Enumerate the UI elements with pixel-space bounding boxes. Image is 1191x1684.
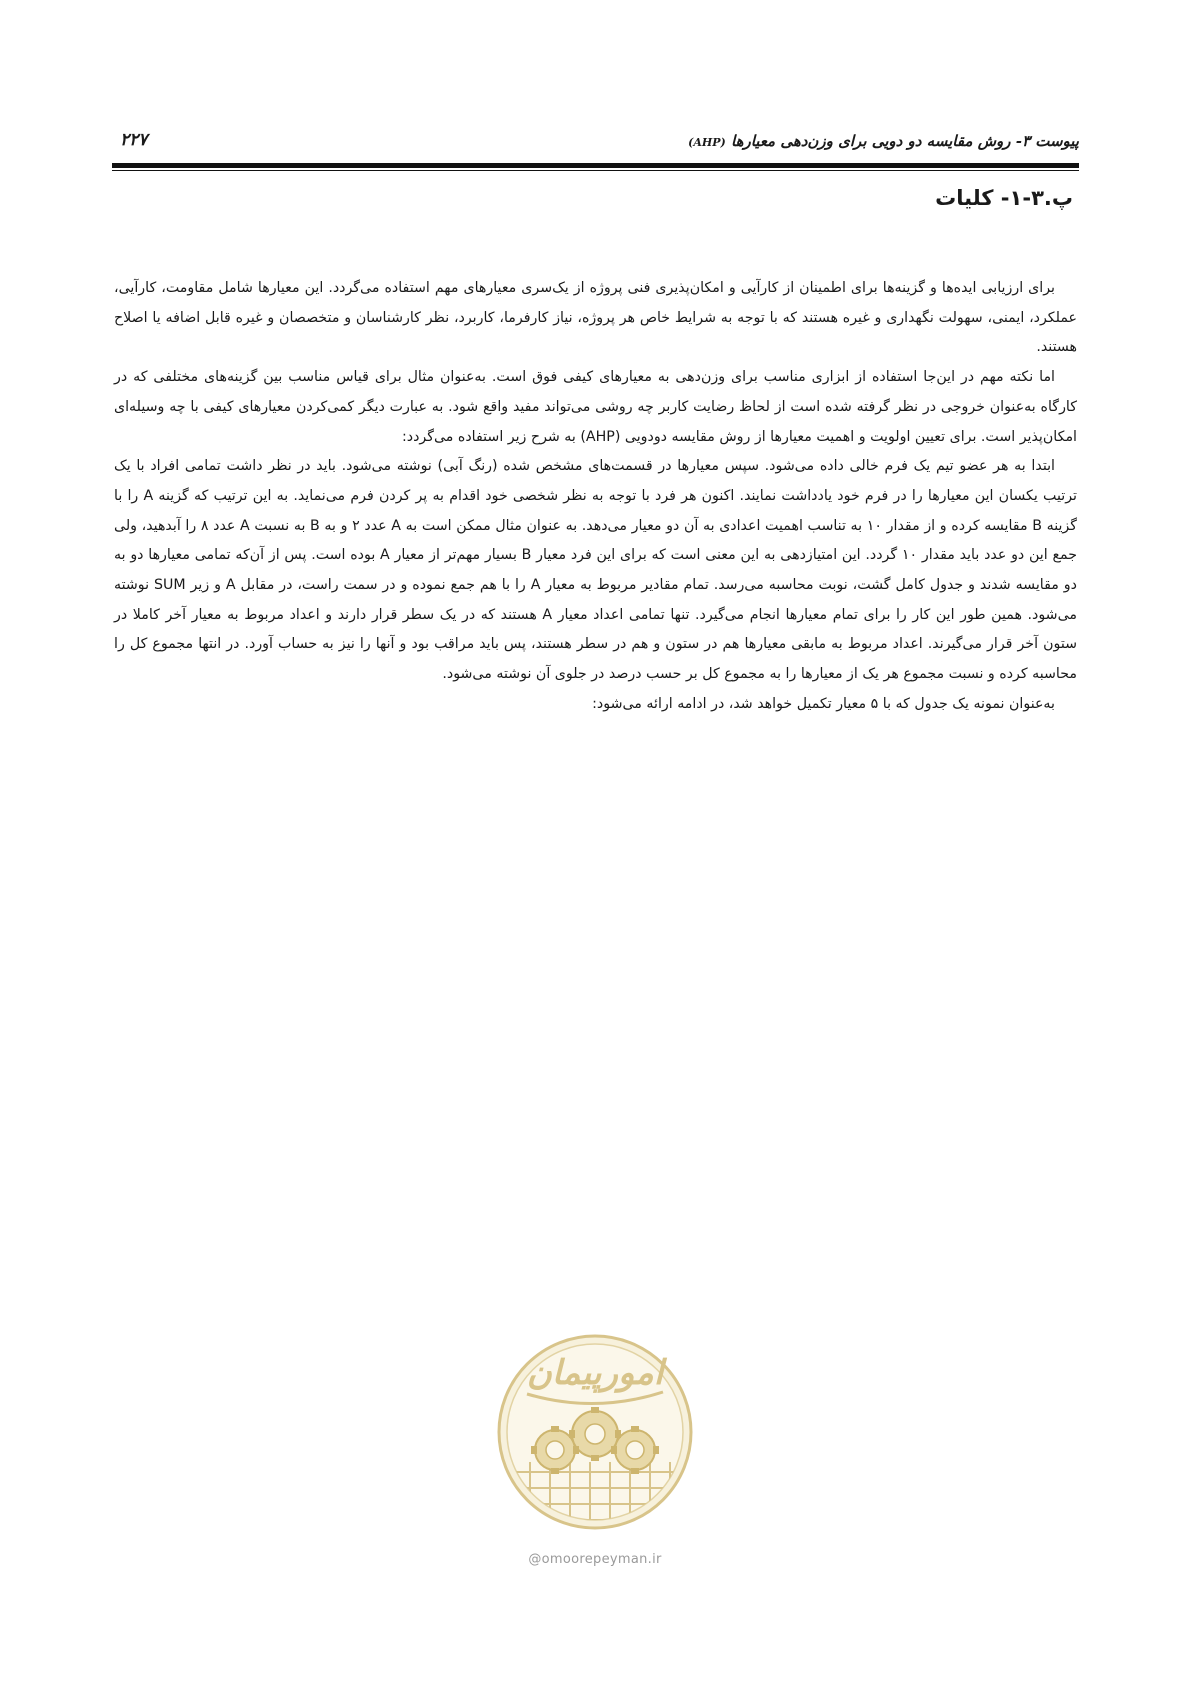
logo-calligraphy: امورپیمان [526, 1353, 664, 1393]
page-number: ۲۲۷ [120, 130, 148, 150]
paragraph-1: برای ارزیابی ایده‌ها و گزینه‌ها برای اطمینان از کارآیی و امکان‌پذیری فنی پروژه از یک‌سری معیارهای مهم استفاده می‌گردد. این معیارها شامل مقاومت، کارآیی، عملکرد، ایمنی، سهولت نگهداری و غیره هستند که با توجه به شرایط خاص هر پروژه، نیاز کارفرما، کاربرد، نظر کارشناسان و متخصصان و غیره قابل اضافه یا اصلاح هستند. [114, 280, 1077, 356]
header-title [688, 132, 1079, 150]
paragraph-3: ابتدا به هر عضو تیم یک فرم خالی داده می‌شود. سپس معیارها در قسمت‌های مشخص شده (رنگ آبی) نوشته می‌شود. باید در نظر داشت تمامی افراد با یک ترتیب یکسان این معیارها را در فرم خود یادداشت نمایند. اکنون هر فرد با توجه به نظر شخصی خود اقدام به پر کردن فرم می‌نماید. به این ترتیب که گزینه A را با گزینه B مقایسه کرده و از مقدار ۱۰ به تناسب اهمیت اعدادی به آن دو معیار می‌دهد. به عنوان مثال ممکن است به A عدد ۲ و به B به نسبت A عدد ۸ را آبدهید، ولی جمع این دو عدد باید مقدار ۱۰ گردد. این امتیازدهی به این معنی است که برای این فرد معیار B بسیار مهم‌تر از معیار A بوده است. پس از آن‌که تمامی معیارها دو به دو مقایسه شدند و جدول کامل گشت، نوبت محاسبه می‌رسد. تمام مقادیر مربوط به معیار A را با هم جمع نموده و در سمت راست، در مقابل A و زیر SUM نوشته می‌شود. همین طور این کار را برای تمام معیارها انجام می‌گیرد. تنها تمامی اعداد معیار A هستند که در یک سطر قرار دارند و اعداد مربوط به معیار آخر کاملا در ستون آخر قرار می‌گیرند. اعداد مربوط به مابقی معیارها هم در ستون و هم در سطر هستند، پس باید مراقب بود و آنها را نیز به حساب آورد. در انتها مجموع کل را محاسبه کرده و نسبت مجموع هر یک از معیارها را به مجموع کل بر حسب درصد در جلوی آن نوشته می‌شود. [114, 458, 1078, 683]
header-title-tag: (AHP) [688, 136, 726, 149]
section-heading: پ.۳-۱- کلیات [935, 186, 1073, 210]
header-title-text: پیوست ۳- روش مقایسه دو دویی برای وزن‌دهی معیارها [731, 132, 1079, 150]
running-header [112, 128, 1079, 160]
logo-seal-icon [485, 1322, 705, 1547]
header-rule-thick [112, 163, 1079, 168]
header-rule-thin [112, 170, 1079, 171]
watermark-url: @omoorepeyman.ir [528, 1552, 662, 1567]
body-text [114, 274, 1077, 720]
watermark-logo [485, 1322, 705, 1574]
paragraph-2: اما نکته مهم در این‌جا استفاده از ابزاری مناسب برای وزن‌دهی به معیارهای کیفی فوق است. به‌عنوان مثال برای قیاس مناسب بین گزینه‌های مختلفی که در کارگاه به‌عنوان خروجی در نظر گرفته شده است از لحاظ رضایت کاربر چه روشی می‌تواند مفید واقع شود. به عبارت دیگر کمی‌کردن معیارهای کیفی با چه وسیله‌ای امکان‌پذیر است. برای تعیین اولویت و اهمیت معیارها از روش مقایسه دودویی (AHP) به شرح زیر استفاده می‌گردد: [114, 369, 1077, 445]
paragraph-4: به‌عنوان نمونه یک جدول که با ۵ معیار تکمیل خواهد شد، در ادامه ارائه می‌شود: [592, 695, 1055, 712]
